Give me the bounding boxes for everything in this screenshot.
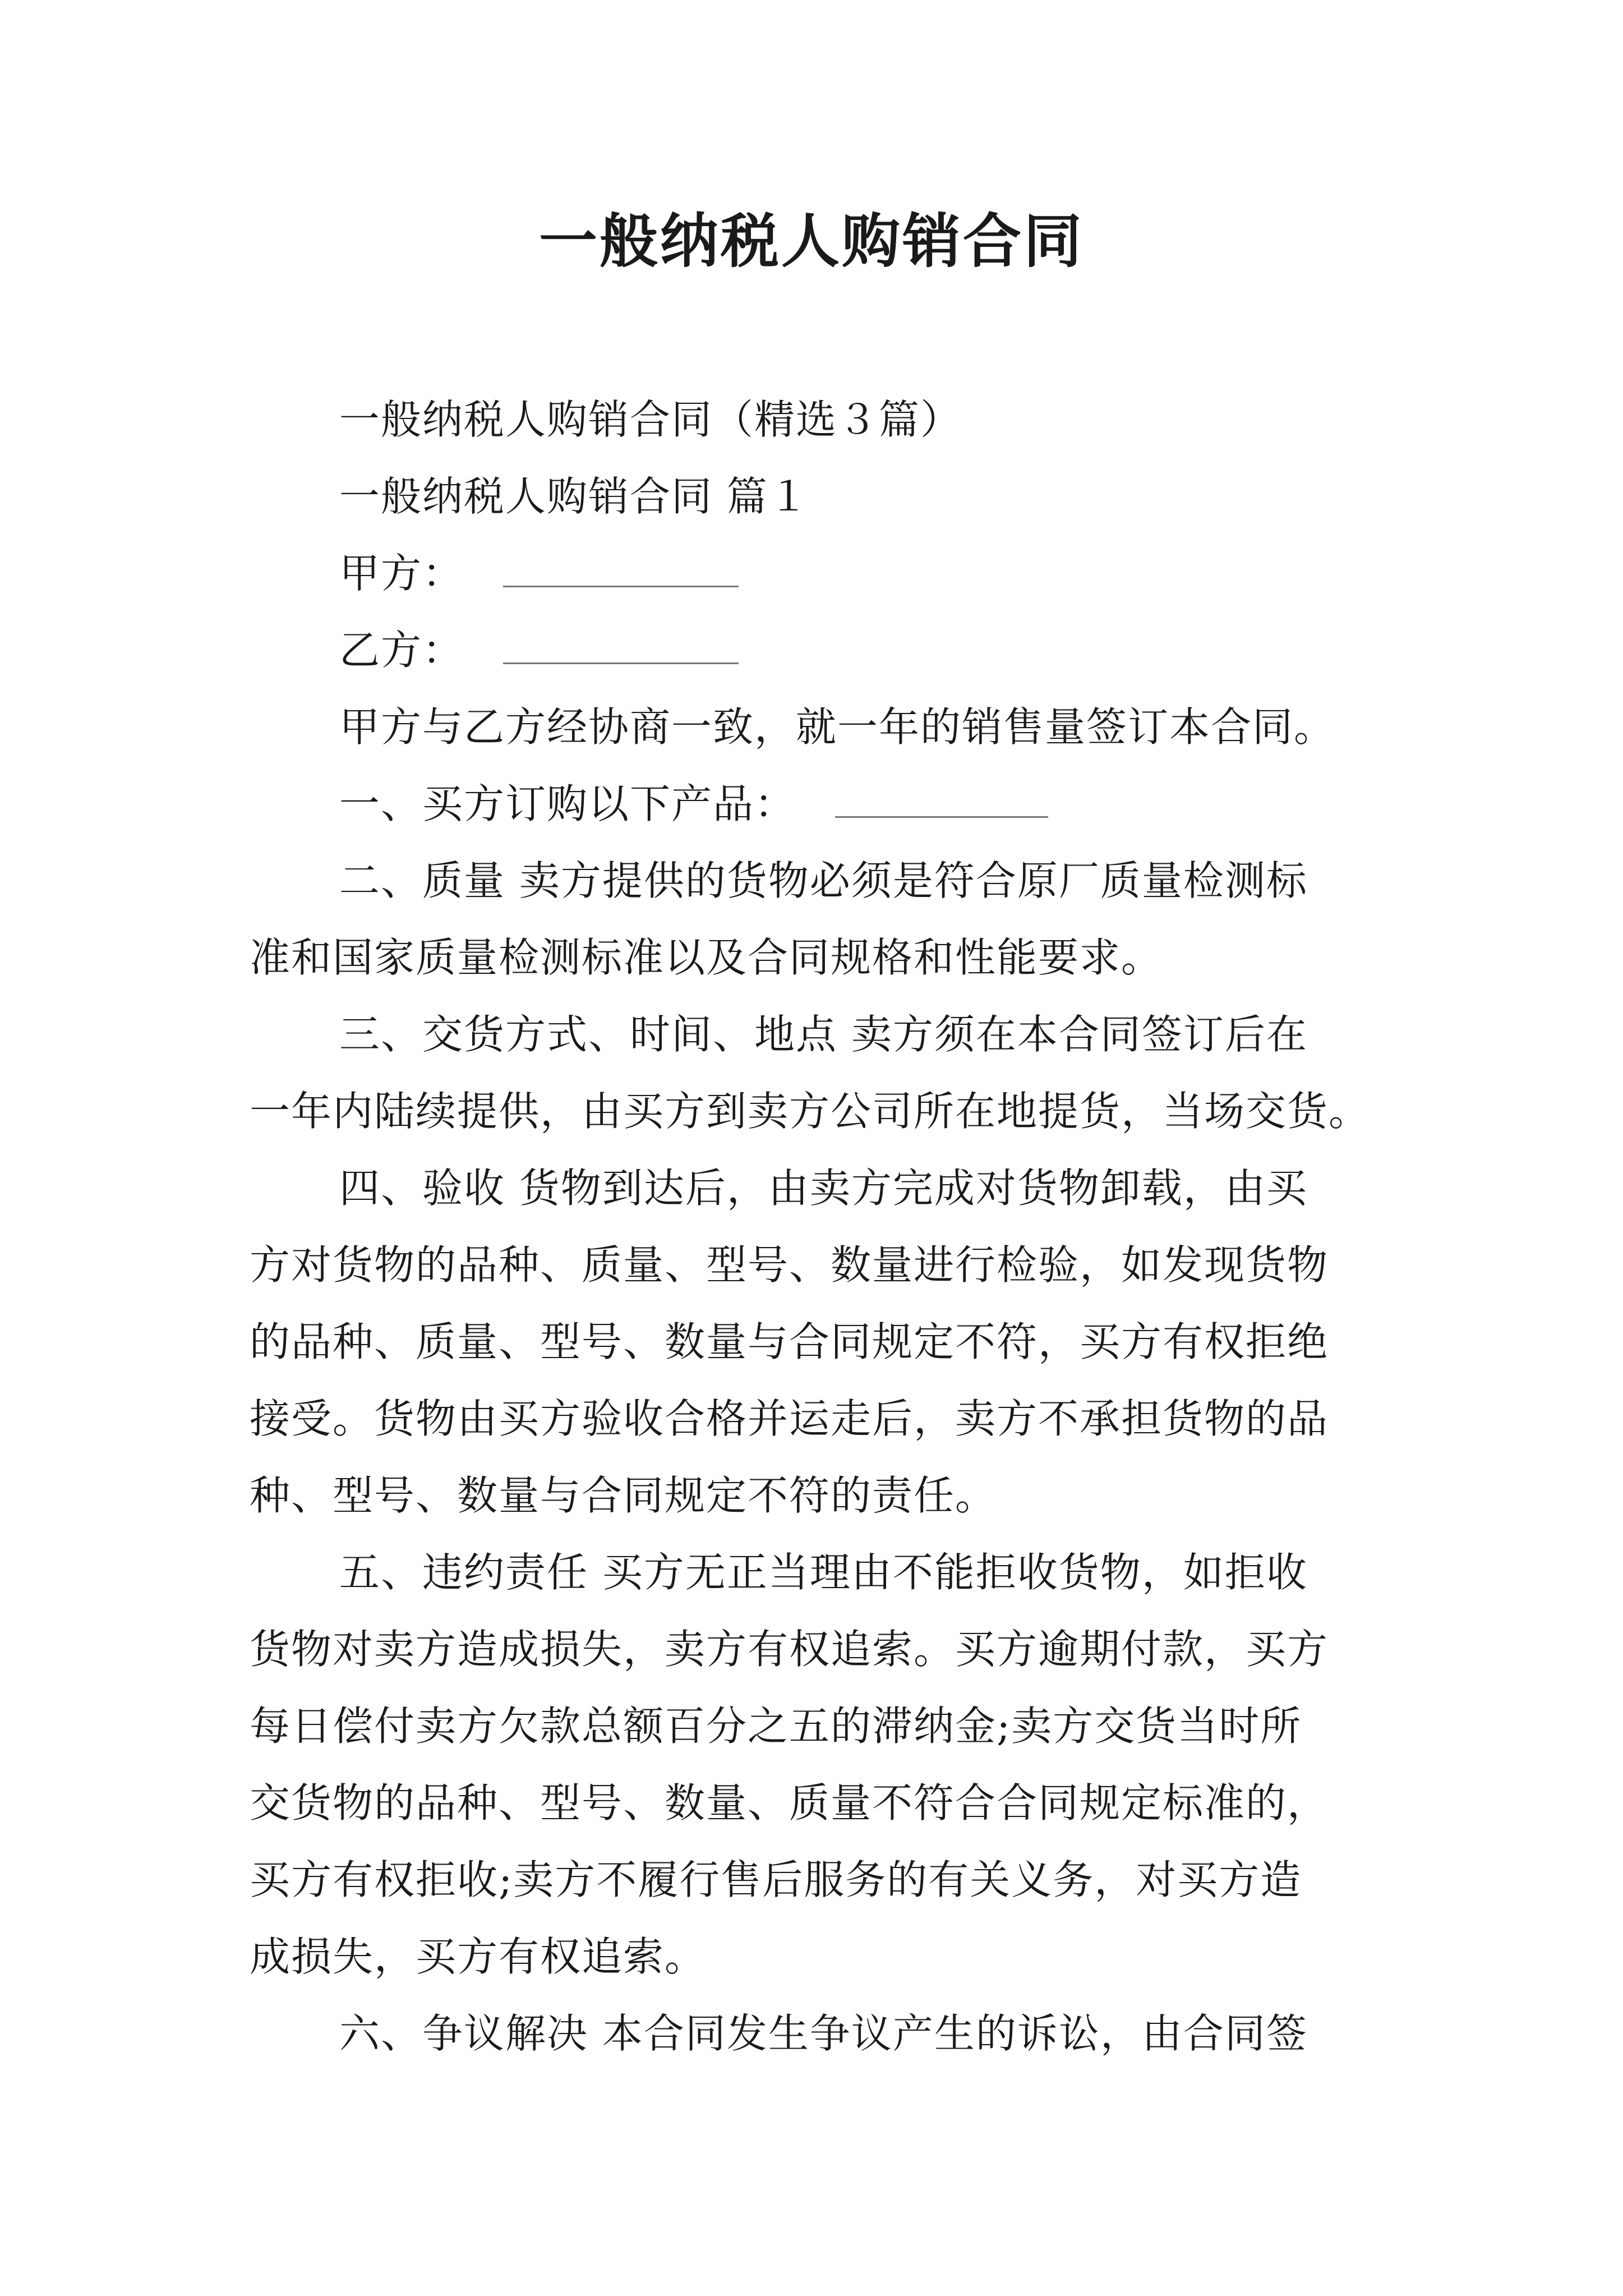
party-b-blank <box>503 630 739 664</box>
document-subtitle: 一般纳税人购销合同（精选３篇） <box>339 396 962 443</box>
paragraph-line: 一年内陆续提供，由买方到卖方公司所在地提货，当场交货。 <box>250 1088 1371 1135</box>
product-blank <box>835 784 1048 818</box>
clause-3-paragraph <box>250 996 1394 1150</box>
document-title: 一般纳税人购销合同 <box>538 206 1084 275</box>
clause-4-paragraph <box>250 1150 1394 1534</box>
clause-2-paragraph <box>250 843 1394 996</box>
section-heading: 一般纳税人购销合同 篇１ <box>339 473 810 520</box>
paragraph-line: 货物对卖方造成损失，卖方有权追索。买方逾期付款，买方 <box>250 1626 1329 1673</box>
paragraph-line: 二、质量 卖方提供的货物必须是符合原厂质量检测标 <box>339 857 1308 904</box>
paragraph-line: 交货物的品种、型号、数量、质量不符合合同规定标准的， <box>250 1779 1329 1826</box>
paragraph-line: 买方有权拒收;卖方不履行售后服务的有关义务，对买方造 <box>250 1856 1302 1903</box>
paragraph-line: 三、交货方式、时间、地点 卖方须在本合同签订后在 <box>339 1011 1308 1058</box>
paragraph-line: 四、验收 货物到达后，由卖方完成对货物卸载，由买 <box>339 1165 1308 1212</box>
clause-6-paragraph <box>250 1995 1394 2072</box>
clause-1-text: 一、买方订购以下产品： <box>339 780 796 827</box>
party-a-label: 甲方： <box>339 550 464 597</box>
document-body <box>250 381 1394 2072</box>
intro-paragraph: 甲方与乙方经协商一致，就一年的销售量签订本合同。 <box>339 703 1336 751</box>
paragraph-line: 方对货物的品种、质量、型号、数量进行检验，如发现货物 <box>250 1241 1329 1289</box>
clause-1-line <box>250 766 1394 843</box>
paragraph-line: 准和国家质量检测标准以及合同规格和性能要求。 <box>250 934 1163 981</box>
paragraph-line: 成损失，买方有权追索。 <box>250 1933 707 1980</box>
party-b-label: 乙方： <box>339 627 464 674</box>
paragraph-line: 六、争议解决 本合同发生争议产生的诉讼，由合同签 <box>339 2010 1308 2057</box>
paragraph-line: 种、型号、数量与合同规定不符的责任。 <box>250 1472 997 1519</box>
paragraph-line: 每日偿付卖方欠款总额百分之五的滞纳金;卖方交货当时所 <box>250 1703 1302 1750</box>
clause-5-paragraph <box>250 1534 1394 1995</box>
paragraph-line: 五、违约责任 买方无正当理由不能拒收货物，如拒收 <box>339 1549 1308 1596</box>
party-a-blank <box>503 553 739 587</box>
party-b-line <box>250 612 1394 689</box>
party-a-line <box>250 535 1394 612</box>
paragraph-line: 的品种、质量、型号、数量与合同规定不符，买方有权拒绝 <box>250 1318 1329 1365</box>
paragraph-line: 接受。货物由买方验收合格并运走后，卖方不承担货物的品 <box>250 1395 1329 1442</box>
